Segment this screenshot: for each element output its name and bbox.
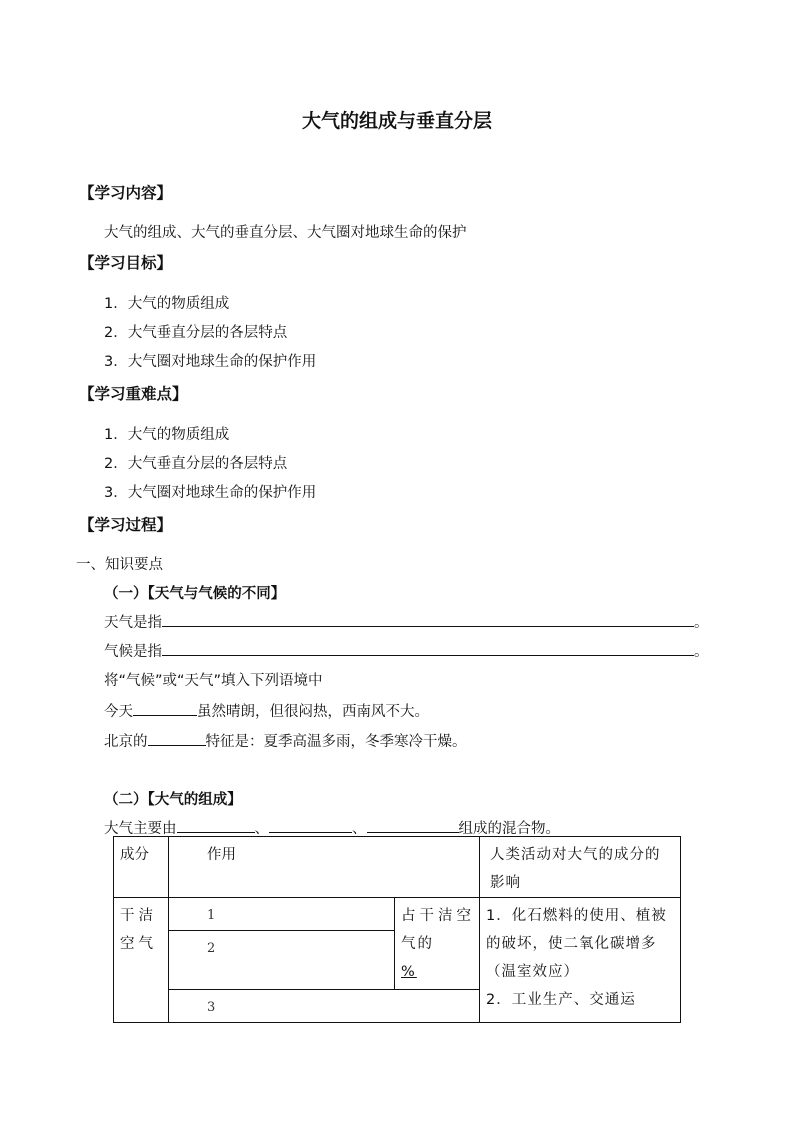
percent-blank[interactable]: % — [401, 964, 417, 980]
goals-heading: 【学习目标】 — [79, 254, 173, 272]
process-heading: 【学习过程】 — [79, 516, 173, 534]
weather-label: 天气是指 — [104, 615, 162, 631]
impact-text-block — [480, 898, 680, 1014]
period: 。 — [694, 644, 709, 660]
part2-title: （二）【大气的组成】 — [104, 792, 242, 808]
effect-row-2[interactable] — [169, 931, 395, 990]
header-effect — [169, 837, 480, 898]
goal-item: 3．大气圈对地球生命的保护作用 — [104, 354, 317, 370]
header-component-label: 成分 — [120, 847, 149, 863]
page-title: 大气的组成与垂直分层 — [301, 110, 492, 132]
key-points-heading: 【学习重难点】 — [79, 385, 188, 403]
header-impact — [480, 837, 681, 898]
composition-prefix: 大气主要由 — [104, 821, 177, 837]
knowledge-label: 一、知识要点 — [76, 557, 163, 573]
weather-definition-line — [104, 611, 709, 632]
fill-sentence-2 — [104, 730, 467, 751]
period: 。 — [694, 615, 709, 631]
climate-definition-line — [104, 640, 709, 661]
climate-label: 气候是指 — [104, 644, 162, 660]
sentence2-blank[interactable] — [148, 730, 206, 746]
sentence1-prefix: 今天 — [104, 704, 133, 720]
composition-blank-3[interactable] — [367, 817, 459, 833]
part1-title: （一）【天气与气候的不同】 — [104, 586, 286, 602]
impact-text-1: 1．化石燃料的使用、植被的破坏，使二氧化碳增多（温室效应） — [486, 908, 667, 980]
sentence1-blank[interactable] — [133, 700, 197, 716]
impact-cell — [480, 898, 681, 1023]
dry-air-cell — [114, 898, 169, 1023]
composition-suffix: 组成的混合物。 — [458, 821, 560, 837]
separator: 、 — [254, 821, 269, 837]
goal-item: 2．大气垂直分层的各层特点 — [104, 325, 288, 341]
key-point-item: 3．大气圈对地球生命的保护作用 — [104, 485, 317, 501]
key-point-item: 1．大气的物质组成 — [104, 427, 230, 443]
content-heading: 【学习内容】 — [79, 184, 173, 202]
sentence2-prefix: 北京的 — [104, 734, 148, 750]
percent-cell — [395, 898, 480, 990]
effect-row-3[interactable] — [169, 990, 480, 1023]
percent-text-block — [395, 898, 479, 986]
composition-sentence — [104, 817, 560, 838]
sentence2-suffix: 特征是：夏季高温多雨，冬季寒冷干燥。 — [205, 734, 467, 750]
sentence1-suffix: 虽然晴朗，但很闷热，西南风不大。 — [197, 704, 429, 720]
percent-text: 占干洁空气的 — [401, 908, 473, 952]
fill-sentence-1 — [104, 700, 429, 721]
row-number: 1 — [207, 908, 216, 923]
goal-item: 1．大气的物质组成 — [104, 296, 230, 312]
header-effect-label: 作用 — [207, 847, 236, 863]
separator: 、 — [352, 821, 367, 837]
row-number: 2 — [207, 941, 216, 956]
weather-blank[interactable] — [162, 611, 694, 627]
content-text: 大气的组成、大气的垂直分层、大气圈对地球生命的保护 — [104, 225, 467, 241]
composition-blank-2[interactable] — [269, 817, 352, 833]
header-impact-label: 人类活动对大气的成分的影响 — [490, 847, 661, 891]
effect-row-1[interactable] — [169, 898, 395, 931]
row-number: 3 — [207, 1000, 216, 1015]
impact-text-2: 2．工业生产、交通运 — [486, 992, 636, 1008]
key-point-item: 2．大气垂直分层的各层特点 — [104, 456, 288, 472]
instruction-text: 将“气候”或“天气”填入下列语境中 — [104, 673, 323, 689]
composition-blank-1[interactable] — [177, 817, 255, 833]
composition-table — [113, 836, 681, 1023]
header-component — [114, 837, 169, 898]
dry-air-label: 干洁空气 — [120, 908, 157, 952]
climate-blank[interactable] — [162, 640, 694, 656]
